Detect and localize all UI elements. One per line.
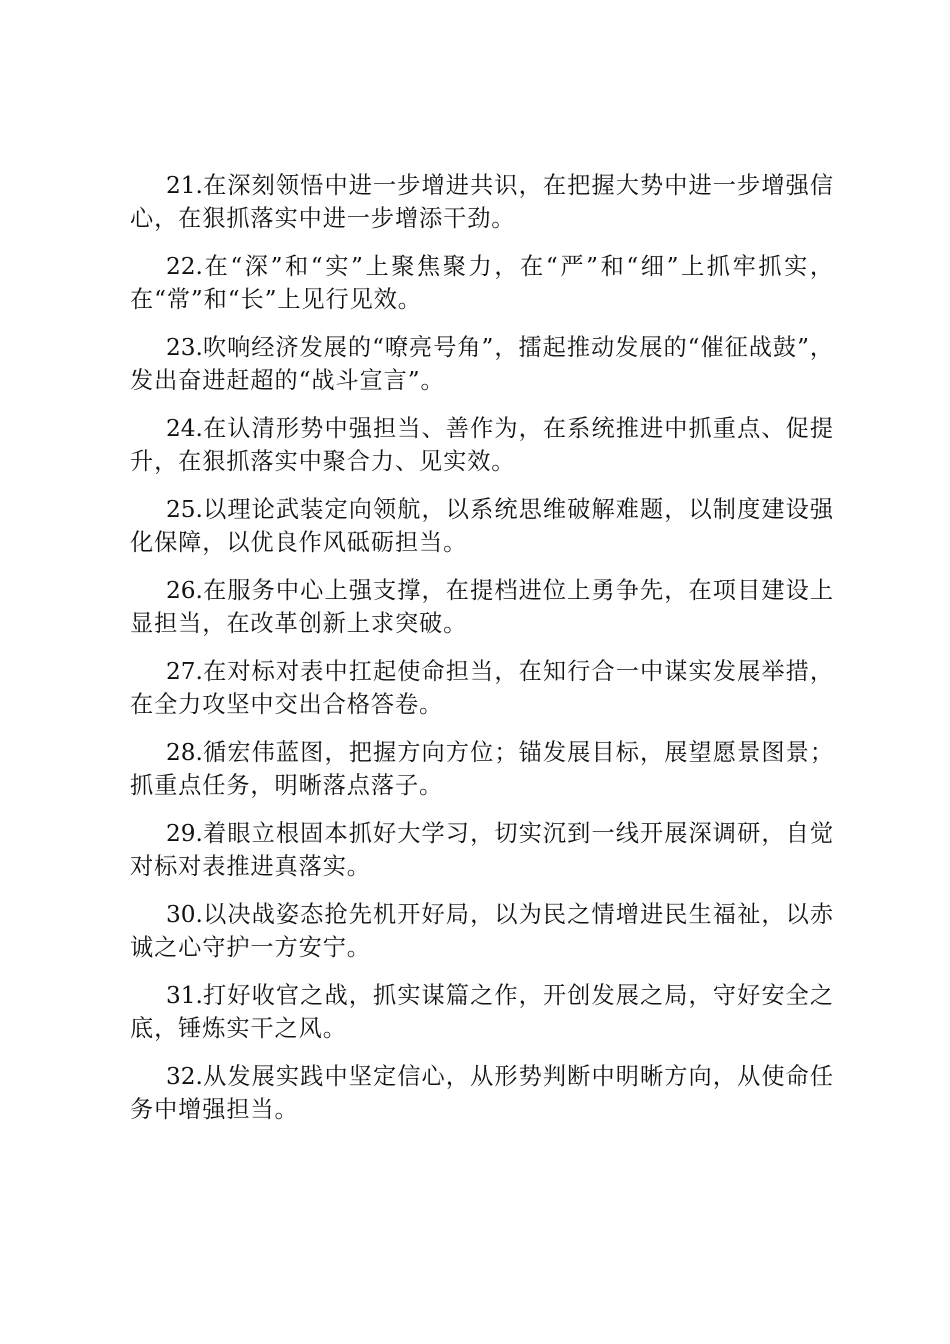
item-number: 32. [166,1063,203,1090]
item-number: 24. [166,415,203,442]
list-item-23 [130,331,834,397]
item-number: 21. [166,172,203,199]
list-item-24 [130,412,834,478]
item-number: 25. [166,496,203,523]
item-text: 打好收官之战，抓实谋篇之作，开创发展之局，守好安全之底，锤炼实干之风。 [130,982,834,1042]
document-body [130,169,834,1141]
item-number: 27. [166,658,203,685]
list-item-21 [130,169,834,235]
list-item-29 [130,817,834,883]
item-number: 30. [166,901,203,928]
list-item-30 [130,898,834,964]
item-text: 以决战姿态抢先机开好局，以为民之情增进民生福祉，以赤诚之心守护一方安宁。 [130,901,834,961]
list-item-27 [130,655,834,721]
item-number: 26. [166,577,203,604]
item-number: 22. [166,253,203,280]
item-text: 以理论武装定向领航，以系统思维破解难题，以制度建设强化保障，以优良作风砥砺担当。 [130,496,834,556]
list-item-31 [130,979,834,1045]
list-item-22 [130,250,834,316]
list-item-26 [130,574,834,640]
item-number: 29. [166,820,203,847]
item-number: 23. [166,334,203,361]
item-text: 着眼立根固本抓好大学习，切实沉到一线开展深调研，自觉对标对表推进真落实。 [130,820,834,880]
item-text: 在服务中心上强支撑，在提档进位上勇争先，在项目建设上显担当，在改革创新上求突破。 [130,577,834,637]
item-number: 31. [166,982,203,1009]
item-number: 28. [166,739,203,766]
item-text: 在“深”和“实”上聚焦聚力，在“严”和“细”上抓牢抓实，在“常”和“长”上见行见效。 [130,253,834,313]
list-item-28 [130,736,834,802]
item-text: 在对标对表中扛起使命担当，在知行合一中谋实发展举措，在全力攻坚中交出合格答卷。 [130,658,834,718]
item-text: 在认清形势中强担当、善作为，在系统推进中抓重点、促提升，在狠抓落实中聚合力、见实效。 [130,415,834,475]
item-text: 循宏伟蓝图，把握方向方位；锚发展目标，展望愿景图景；抓重点任务，明晰落点落子。 [130,739,834,799]
list-item-32 [130,1060,834,1126]
item-text: 吹响经济发展的“嘹亮号角”，擂起推动发展的“催征战鼓”，发出奋进赶超的“战斗宣言”。 [130,334,834,394]
item-text: 在深刻领悟中进一步增进共识，在把握大势中进一步增强信心，在狠抓落实中进一步增添干劲。 [130,172,834,232]
list-item-25 [130,493,834,559]
item-text: 从发展实践中坚定信心，从形势判断中明晰方向，从使命任务中增强担当。 [130,1063,834,1123]
